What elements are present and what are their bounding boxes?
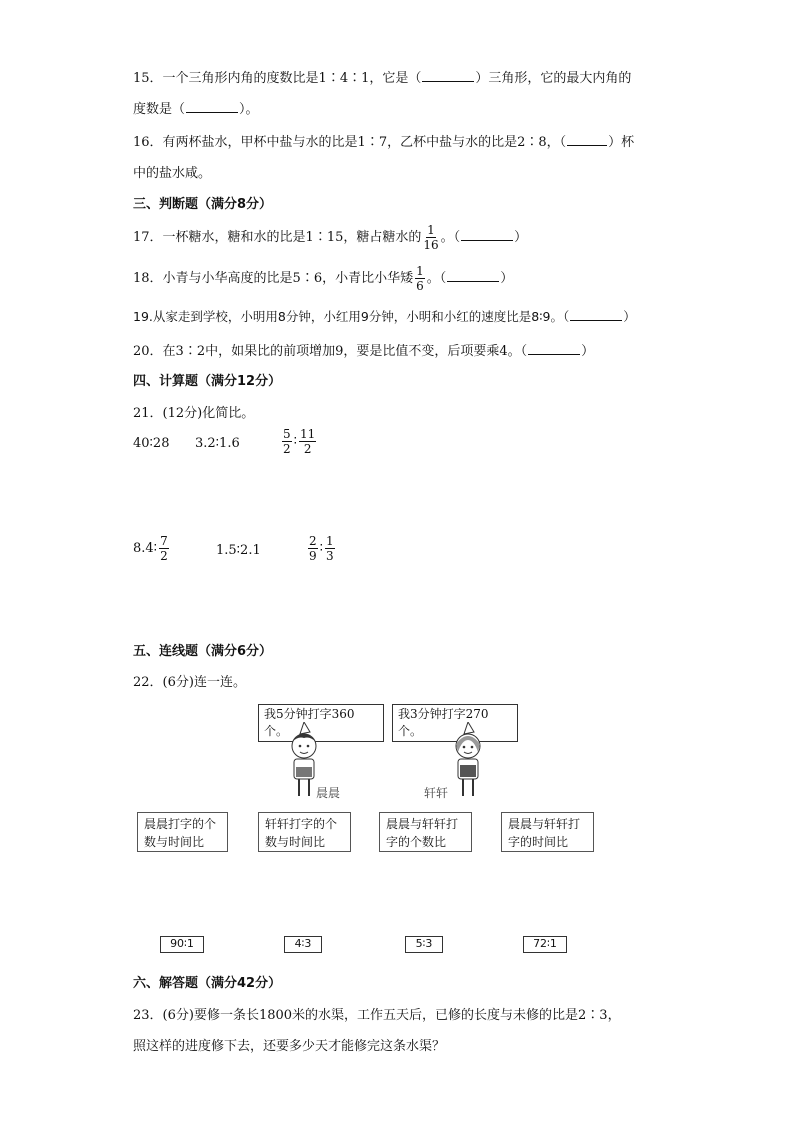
fraction-numerator: 2	[309, 534, 317, 548]
question-15-line1	[133, 67, 631, 86]
speech-bubble-left: 我5分钟打字360个。	[258, 704, 384, 742]
section-heading-3: 三、判断题（满分8分）	[133, 197, 273, 212]
match-answer-2[interactable]: 4∶3	[284, 936, 322, 953]
question-16-line2: 中的盐水咸。	[133, 166, 212, 181]
answer-blank[interactable]	[447, 270, 499, 282]
match-box-2[interactable]	[258, 812, 351, 852]
fraction-denominator: 2	[160, 549, 168, 563]
fraction-numerator: 5	[283, 427, 291, 441]
fraction-numerator: 1	[416, 264, 424, 278]
fraction	[415, 264, 425, 293]
fraction-denominator: 6	[416, 279, 424, 293]
box-line: 晨晨打字的个	[144, 817, 217, 831]
question-16-line1	[133, 131, 634, 150]
q18-tail-a: 。（	[426, 271, 447, 286]
ratio-sep: ∶	[293, 434, 298, 449]
answer-blank[interactable]	[570, 309, 622, 321]
q15-text-c: 度数是（	[133, 102, 186, 117]
q18-tail-b: ）	[500, 271, 514, 286]
fraction	[423, 223, 438, 252]
answer-blank[interactable]	[422, 70, 474, 82]
question-23-line2: 照这样的进度修下去，还要多少天才能修完这条水渠？	[133, 1039, 446, 1054]
fraction	[299, 427, 316, 456]
match-answer-4[interactable]: 72∶1	[523, 936, 567, 953]
q18-text: 18．小青与小华高度的比是5∶6，小青比小华矮	[133, 271, 414, 286]
fraction-denominator: 2	[303, 442, 312, 456]
fraction	[159, 534, 169, 563]
q15-text-a: 15．一个三角形内角的度数比是1∶4∶1，它是（	[133, 71, 422, 86]
match-answer-1[interactable]: 90∶1	[160, 936, 204, 953]
box-line: 字的时间比	[508, 835, 569, 849]
speech-bubble-right: 我3分钟打字270个。	[392, 704, 518, 742]
fraction-numerator: 1	[326, 534, 334, 548]
question-21-title: 21．(12分)化简比。	[133, 406, 255, 421]
q15-text-b: ）三角形，它的最大内角的	[475, 71, 632, 86]
answer-blank[interactable]	[186, 101, 238, 113]
ratio-expr-3.2-1.6: 3.2∶1.6	[195, 436, 240, 451]
question-17	[133, 221, 527, 255]
q19-text: 19.从家走到学校，小明用8分钟，小红用9分钟，小明和小红的速度比是8∶9。（	[133, 309, 570, 324]
q20-text: 20．在3∶2中，如果比的前项增加9，要是比值不变，后项要乘4。（	[133, 344, 528, 359]
question-18	[133, 262, 513, 296]
question-15-line2	[133, 98, 259, 117]
question-22-title: 22．(6分)连一连。	[133, 675, 246, 690]
box-line: 晨晨与轩轩打	[386, 817, 459, 831]
section-heading-6: 六、解答题（满分42分）	[133, 976, 282, 991]
fraction-numerator: 7	[160, 534, 168, 548]
ratio-sep: ∶	[319, 541, 324, 556]
q15-text-d: ）。	[239, 102, 259, 117]
ratio-expr-1.5-2.1: 1.5∶2.1	[216, 543, 261, 558]
box-line: 数与时间比	[144, 835, 205, 849]
character-name-right: 轩轩	[424, 786, 449, 800]
match-box-1[interactable]	[137, 812, 228, 852]
q17-text: 17．一杯糖水，糖和水的比是1∶15，糖占糖水的	[133, 230, 422, 245]
answer-blank[interactable]	[461, 229, 513, 241]
match-box-3[interactable]	[379, 812, 472, 852]
question-23-line1: 23．(6分)要修一条长1800米的水渠，工作五天后，已修的长度与未修的比是2∶3，	[133, 1008, 621, 1023]
question-20	[133, 340, 594, 359]
ratio-expr-fractions-1	[280, 427, 318, 456]
box-line: 轩轩打字的个	[265, 817, 338, 831]
q17-tail-b: ）	[514, 230, 528, 245]
answer-blank[interactable]	[567, 134, 607, 146]
girl-character-icon	[440, 722, 500, 802]
fraction-denominator: 9	[309, 549, 317, 563]
section-heading-5: 五、连线题（满分6分）	[133, 644, 273, 659]
q16-text-b: ）杯	[608, 135, 635, 150]
fraction-denominator: 3	[326, 549, 334, 563]
character-name-left: 晨晨	[316, 786, 341, 800]
fraction	[325, 534, 335, 563]
question-19	[133, 307, 636, 325]
box-line: 字的个数比	[386, 835, 447, 849]
fraction	[282, 427, 292, 456]
ratio-expr-40-28: 40∶28	[133, 436, 170, 451]
box-line: 晨晨与轩轩打	[508, 817, 581, 831]
fraction-denominator: 2	[283, 442, 291, 456]
fraction-numerator: 1	[427, 223, 435, 237]
section-heading-4: 四、计算题（满分12分）	[133, 374, 282, 389]
ratio-pre: 8.4∶	[133, 541, 158, 556]
answer-blank[interactable]	[528, 343, 580, 355]
fraction-numerator: 11	[300, 427, 316, 441]
match-answer-3[interactable]: 5∶3	[405, 936, 443, 953]
match-box-4[interactable]	[501, 812, 594, 852]
box-line: 数与时间比	[265, 835, 326, 849]
ratio-expr-fractions-2	[306, 534, 337, 563]
q17-tail-a: 。（	[440, 230, 461, 245]
fraction-denominator: 16	[423, 238, 439, 252]
ratio-expr-8.4	[133, 534, 171, 563]
q16-text-a: 16．有两杯盐水，甲杯中盐与水的比是1∶7，乙杯中盐与水的比是2∶8，（	[133, 135, 567, 150]
fraction	[308, 534, 318, 563]
q19-tail: ）	[623, 309, 636, 324]
q20-tail: ）	[581, 344, 595, 359]
